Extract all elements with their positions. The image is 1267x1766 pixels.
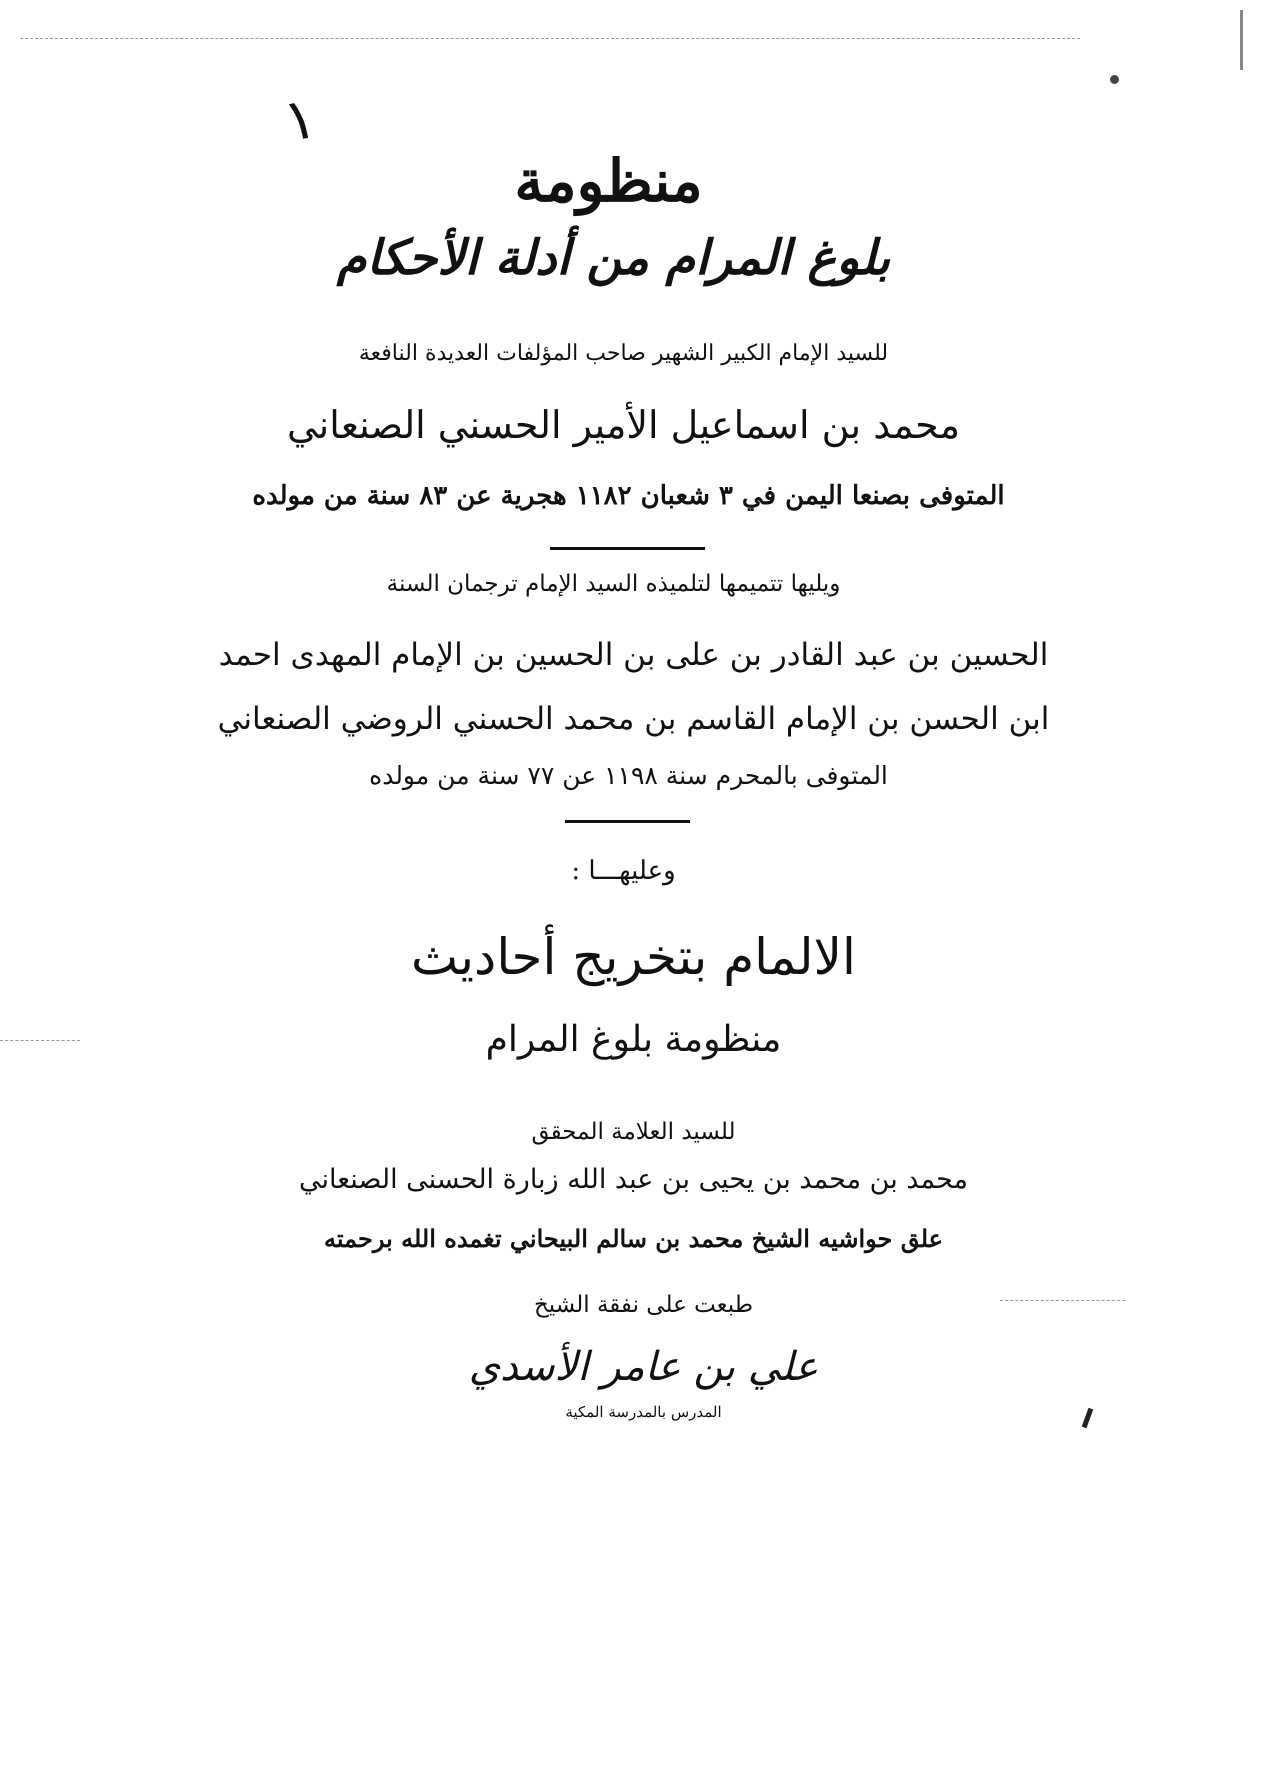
- commentary-subtitle: منظومة بلوغ المرام: [485, 1019, 782, 1060]
- scan-artifact-top-line: [20, 38, 1080, 39]
- commentary-author-name: محمد بن محمد بن يحيى بن عبد الله زبارة الحسنى الصنعاني: [299, 1164, 968, 1195]
- page-number: ١: [277, 82, 323, 156]
- commentary-by: للسيد العلامة المحقق: [531, 1119, 736, 1145]
- sponsor-name: علي بن عامر الأسدي: [468, 1344, 819, 1390]
- scan-artifact-edge: [1240, 10, 1243, 70]
- commentary-annotator: علق حواشيه الشيخ محمد بن سالم البيحاني تغمده الله برحمته: [324, 1224, 943, 1253]
- completion-death: المتوفى بالمحرم سنة ١١٩٨ عن ٧٧ سنة من مولده: [369, 761, 888, 790]
- completion-intro: ويليها تتميمها لتلميذه السيد الإمام ترجمان السنة: [386, 571, 841, 597]
- sponsor-note: المدرس بالمدرسة المكية: [565, 1403, 722, 1421]
- completion-name-line-1: الحسين بن عبد القادر بن على بن الحسين بن الإمام المهدى احمد: [218, 637, 1049, 673]
- completion-name-line-2: ابن الحسن بن الإمام القاسم بن محمد الحسني الروضي الصنعاني: [217, 701, 1050, 737]
- commentary-title: الالمام بتخريج أحاديث: [411, 928, 856, 986]
- commentary-intro: وعليهـــا :: [571, 856, 676, 886]
- author-name: محمد بن اسماعيل الأمير الحسني الصنعاني: [287, 403, 960, 447]
- scan-artifact-dot: [1110, 75, 1119, 84]
- divider-2: [565, 820, 690, 823]
- title-main: منظومة: [514, 147, 703, 215]
- title-subtitle: بلوغ المرام من أدلة الأحكام: [336, 230, 891, 286]
- sponsor-intro: طبعت على نفقة الشيخ: [533, 1292, 754, 1318]
- author-intro: للسيد الإمام الكبير الشهير صاحب المؤلفات العديدة النافعة: [358, 341, 889, 366]
- author-death: المتوفى بصنعا اليمن في ٣ شعبان ١١٨٢ هجرية عن ٨٣ سنة من مولده: [252, 481, 1005, 511]
- divider-1: [550, 547, 705, 550]
